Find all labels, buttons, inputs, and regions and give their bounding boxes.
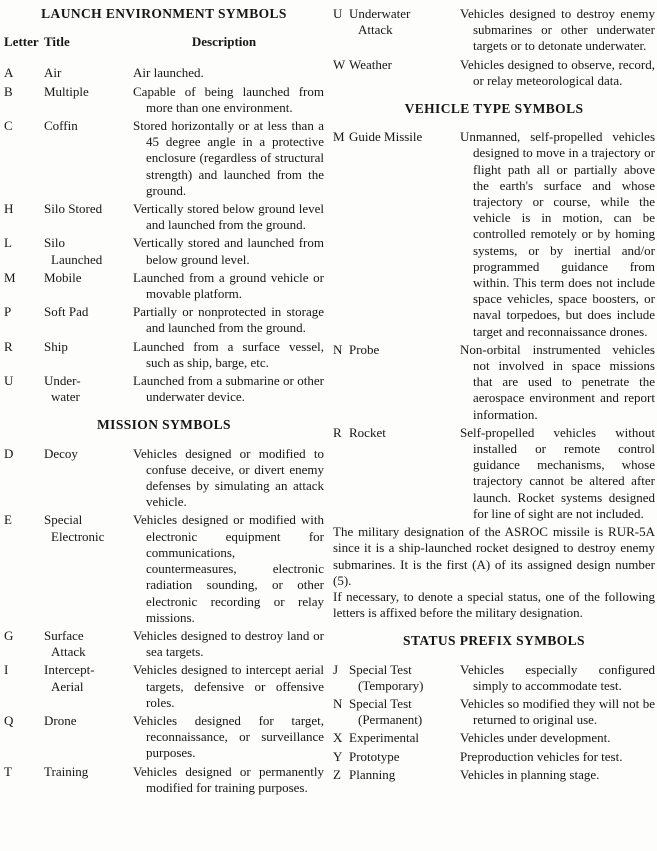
symbol-description: Vehicles especially configured simply to accommodate test. [460,661,655,693]
symbol-row [333,730,655,746]
symbol-letter: Y [333,748,343,764]
symbol-row [333,425,655,522]
symbol-description: Vehicles designed or permanently modified for training purposes. [133,763,324,795]
section-heading-status-prefix: STATUS PREFIX SYMBOLS [403,633,585,649]
column-header-letter: Letter [4,34,39,50]
left-column [4,6,324,847]
column-header-title: Title [44,34,70,50]
symbol-row [4,662,324,711]
symbol-row [333,342,655,423]
symbol-description: Unmanned, self-propelled vehicles designed to move in a trajectory or flight path all or partially above the earth's surface and whose trajectory or course, while the vehicle is in motion, can be controlled remotely or by homing systems, or by inertial and/or programmed guidance from within. This term does not include space vehicles, space boosters, or naval torpedoes, but does include target and reconnaissance drones. [460,129,655,339]
symbol-letter: A [4,65,14,81]
symbol-title: Weather [349,56,392,72]
symbol-description: Vertically stored and launched from below ground level. [133,235,324,267]
symbol-title: Drone [44,712,77,728]
symbol-letter: C [4,118,13,134]
symbol-row [333,696,655,728]
symbol-row [4,339,324,371]
symbol-description: Vehicles designed to destroy land or sea targets. [133,627,324,660]
symbol-letter: P [4,304,12,320]
symbol-row [4,512,324,625]
symbol-description: Vehicles designed to observe, record, or relay meteorological data. [460,56,655,88]
symbol-row [333,749,655,765]
symbol-row [4,628,324,660]
symbol-row [4,84,324,116]
symbol-row [333,767,655,783]
symbol-letter: T [4,763,12,779]
symbol-title: Experimental [349,730,420,746]
symbol-title: Mobile [44,269,82,285]
symbol-letter: R [333,424,342,440]
symbol-description: Vehicles designed or modified with electronic equipment for communications, countermeasures, electronic radiation sounding, or other electronic recording or relay missions. [133,512,324,625]
symbol-description: Vehicles in planning stage. [460,766,600,782]
symbol-letter: M [333,129,345,145]
section-heading-vehicle-type: VEHICLE TYPE SYMBOLS [404,101,584,117]
symbol-description: Vehicles designed to destroy enemy submarines or other underwater targets or to detonate underwater. [460,6,655,54]
symbol-title: Coffin [44,118,78,134]
symbol-letter: B [4,83,13,99]
symbol-title: Surface Attack [44,627,86,660]
symbol-description: Partially or nonprotected in storage and launched from the ground. [133,304,324,336]
section-heading-mission: MISSION SYMBOLS [97,417,231,433]
symbol-description: Launched from a surface vessel, such as ship, barge, etc. [133,338,324,370]
symbol-row [4,713,324,762]
note-paragraph-asroc: The military designation of the ASROC missile is RUR-5A since it is a ship-launched rocket designed to destroy enemy submarines. It is the first (A) of its assigned design number (5). [333,524,655,588]
symbol-title: Decoy [44,445,78,461]
symbol-title: Silo Stored [44,201,103,217]
symbol-letter: E [4,512,12,528]
section-heading-launch-environment: LAUNCH ENVIRONMENT SYMBOLS [41,6,287,21]
right-column [333,6,655,847]
symbol-description: Launched from a ground vehicle or movable platform. [133,269,324,302]
table-header [4,34,324,50]
symbol-description: Self-propelled vehicles without installed or remote control guidance mechanisms, whose trajectory cannot be altered after launch. Rocket systems designed for line of sight are not included. [460,424,655,521]
symbol-row [4,270,324,302]
symbol-title: Training [44,763,89,779]
symbol-description: Stored horizontally or at less than a 45 degree angle in a protective enclosure (regardless of structural strength) and launched from the ground. [133,118,324,198]
symbol-letter: H [4,201,14,217]
symbol-title: Probe [349,341,380,357]
symbol-letter: I [4,662,9,678]
symbol-letter: X [333,730,343,746]
symbol-title: Special Test (Temporary) [349,661,424,693]
symbol-row [333,662,655,694]
symbol-letter: W [333,56,346,72]
note-paragraph-special-status: If necessary, to denote a special status, one of the following letters is affixed before the military designation. [333,588,655,621]
symbol-row [4,235,324,267]
symbol-title: Special Electronic [44,512,105,544]
symbol-title: Rocket [349,424,386,440]
symbol-title: Ship [44,338,68,354]
symbol-row [4,304,324,336]
symbol-letter: J [333,661,339,677]
symbol-description: Preproduction vehicles for test. [460,748,623,764]
symbol-description: Non-orbital instrumented vehicles not involved in space missions that are used to penetrate the aerospace environment and report information. [460,341,655,422]
symbol-row [4,65,324,81]
symbol-row [4,446,324,511]
symbol-letter: Z [333,766,341,782]
symbol-letter: Q [4,712,14,728]
symbol-letter: U [4,373,14,389]
symbol-title: Special Test (Permanent) [349,695,423,728]
symbol-row [333,129,655,340]
symbol-letter: N [333,341,343,357]
column-header-description: Description [191,34,257,50]
symbol-letter: N [333,695,343,711]
symbol-description: Vertically stored below ground level and launched from the ground. [133,201,324,233]
symbol-description: Vehicles under development. [460,730,611,746]
symbol-title: Multiple [44,83,89,99]
symbol-row [4,118,324,199]
symbol-description: Capable of being launched from more than one environment. [133,83,324,115]
symbol-letter: D [4,445,14,461]
symbol-letter: U [333,6,343,21]
symbol-description: Vehicles designed to intercept aerial targets, defensive or offensive roles. [133,662,324,710]
symbol-description: Vehicles designed or modified to confuse deceive, or divert enemy defenses by simulating an attack vehicle. [133,445,324,510]
symbol-description: Launched from a submarine or other underwater device. [133,373,324,405]
symbol-letter: M [4,269,16,285]
symbol-row [333,57,655,89]
symbol-description: Vehicles so modified they will not be returned to original use. [460,695,655,728]
symbol-row [4,201,324,233]
symbol-title: Intercept-Aerial [44,662,95,694]
symbol-title: Guide Missile [349,129,423,145]
symbol-title: Underwater Attack [349,6,411,38]
symbol-letter: R [4,338,13,354]
symbol-letter: L [4,235,12,251]
symbol-title: Planning [349,766,396,782]
symbol-title: Soft Pad [44,304,89,320]
symbol-description: Air launched. [133,65,204,81]
symbol-title: Air [44,65,62,81]
symbol-title: Prototype [349,748,400,764]
symbol-row [4,764,324,796]
symbol-description: Vehicles designed for target, reconnaissance, or surveillance purposes. [133,712,324,761]
symbol-letter: G [4,627,14,643]
symbol-row [333,6,655,55]
symbol-row [4,373,324,405]
symbol-title: Under-water [44,373,81,405]
symbol-title: Silo Launched [44,235,103,267]
